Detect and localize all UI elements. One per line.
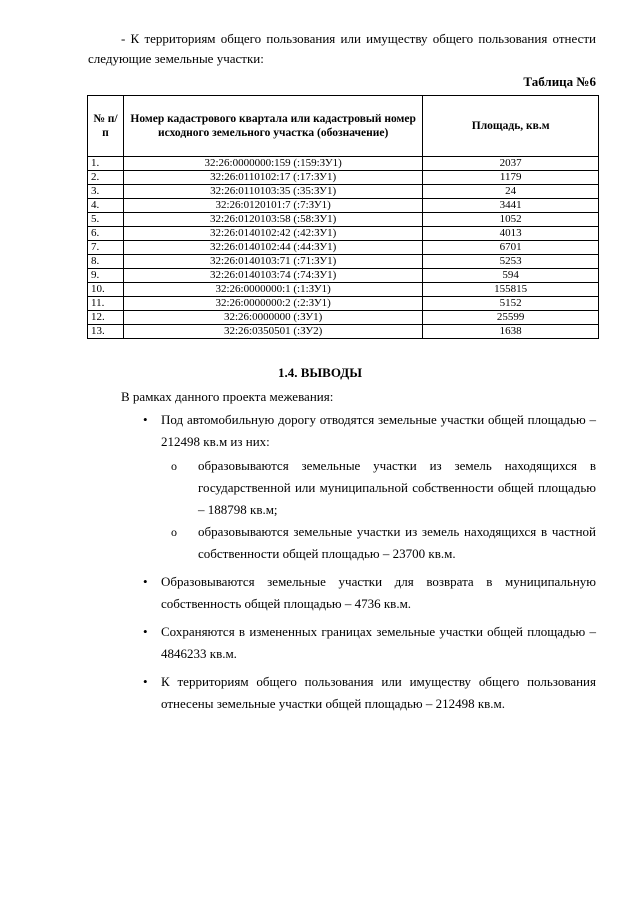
intro-paragraph — [88, 29, 596, 69]
sub-list-item — [171, 521, 596, 565]
area-value: 1052 — [423, 213, 599, 227]
table-row — [88, 269, 599, 283]
circle-bullet-icon: o — [171, 459, 177, 473]
area-value: 594 — [423, 269, 599, 283]
table-caption: Таблица №6 — [523, 74, 596, 89]
area-value: 3441 — [423, 199, 599, 213]
area-value: 155815 — [423, 283, 599, 297]
row-number: 13. — [88, 325, 124, 339]
area-value: 2037 — [423, 157, 599, 171]
row-number: 11. — [88, 297, 124, 311]
area-value: 1179 — [423, 171, 599, 185]
row-number: 9. — [88, 269, 124, 283]
cadastral-number: 32:26:0350501 (:ЗУ2) — [123, 325, 422, 339]
list-item — [143, 671, 596, 715]
sub-1-line-1: образовываются земельные участки из земель находящихся в — [198, 458, 596, 473]
table-row — [88, 185, 599, 199]
header-area: Площадь, кв.м — [423, 96, 599, 157]
area-value: 25599 — [423, 311, 599, 325]
row-number: 12. — [88, 311, 124, 325]
bullet-2-line-1: Образовываются земельные участки для возврата в муниципальную — [161, 574, 596, 589]
bullet-icon: • — [143, 624, 148, 639]
row-number: 8. — [88, 255, 124, 269]
sub-2-line-2: собственности общей площадью – 23700 кв.м. — [198, 546, 456, 561]
cadastral-number: 32:26:0110103:35 (:35:ЗУ1) — [123, 185, 422, 199]
bullet-1-line-2: 212498 кв.м из них: — [161, 434, 270, 449]
bullet-3-line-2: 4846233 кв.м. — [161, 646, 237, 661]
cadastral-number: 32:26:0140103:71 (:71:ЗУ1) — [123, 255, 422, 269]
cadastral-number: 32:26:0140103:74 (:74:ЗУ1) — [123, 269, 422, 283]
sub-list-item — [171, 455, 596, 521]
cadastral-number: 32:26:0000000:1 (:1:ЗУ1) — [123, 283, 422, 297]
table-row — [88, 157, 599, 171]
bullet-4-line-2: отнесены земельные участки общей площадью – 212498 кв.м. — [161, 696, 506, 711]
row-number: 10. — [88, 283, 124, 297]
sub-1-line-3: – 188798 кв.м; — [198, 502, 278, 517]
table-row — [88, 241, 599, 255]
row-number: 2. — [88, 171, 124, 185]
area-value: 6701 — [423, 241, 599, 255]
sub-1-line-2: государственной или муниципальной собственности общей площадью — [198, 480, 596, 495]
table-row — [88, 227, 599, 241]
bullet-1-line-1: Под автомобильную дорогу отводятся земельные участки общей площадью – — [161, 412, 596, 427]
intro-line-1: - К территориям общего пользования или имуществу общего пользования отнести — [121, 31, 596, 46]
cadastral-number: 32:26:0000000:2 (:2:ЗУ1) — [123, 297, 422, 311]
row-number: 7. — [88, 241, 124, 255]
table-row — [88, 283, 599, 297]
section-title: 1.4. ВЫВОДЫ — [277, 365, 363, 380]
list-item — [143, 621, 596, 665]
table-row — [88, 171, 599, 185]
table-row — [88, 297, 599, 311]
table-row — [88, 311, 599, 325]
area-value: 5152 — [423, 297, 599, 311]
cadastral-table — [87, 95, 599, 339]
sub-2-line-1: образовываются земельные участки из земель находящихся в частной — [198, 524, 596, 539]
cadastral-number: 32:26:0140102:44 (:44:ЗУ1) — [123, 241, 422, 255]
header-num: № п/п — [88, 96, 124, 157]
table-row — [88, 325, 599, 339]
list-item — [143, 571, 596, 615]
conclusions-list — [143, 409, 596, 717]
area-value: 4013 — [423, 227, 599, 241]
table-row — [88, 199, 599, 213]
row-number: 3. — [88, 185, 124, 199]
cadastral-number: 32:26:0000000 (:ЗУ1) — [123, 311, 422, 325]
bullet-4-line-1: К территориям общего пользования или имуществу общего пользования — [161, 674, 596, 689]
intro-line-2: следующие земельные участки: — [88, 51, 264, 66]
cadastral-number: 32:26:0120101:7 (:7:ЗУ1) — [123, 199, 422, 213]
area-value: 1638 — [423, 325, 599, 339]
circle-bullet-icon: o — [171, 525, 177, 539]
bullet-icon: • — [143, 674, 148, 689]
row-number: 4. — [88, 199, 124, 213]
bullet-icon: • — [143, 574, 148, 589]
row-number: 6. — [88, 227, 124, 241]
cadastral-number: 32:26:0000000:159 (:159:ЗУ1) — [123, 157, 422, 171]
bullet-2-line-2: собственность общей площадью – 4736 кв.м. — [161, 596, 412, 611]
section-lead: В рамках данного проекта межевания: — [121, 389, 334, 404]
row-number: 5. — [88, 213, 124, 227]
list-item — [143, 409, 596, 453]
cadastral-number: 32:26:0140102:42 (:42:ЗУ1) — [123, 227, 422, 241]
table-row — [88, 255, 599, 269]
cadastral-number: 32:26:0110102:17 (:17:ЗУ1) — [123, 171, 422, 185]
bullet-icon: • — [143, 412, 148, 427]
table-header-row — [88, 96, 599, 157]
row-number: 1. — [88, 157, 124, 171]
area-value: 5253 — [423, 255, 599, 269]
bullet-3-line-1: Сохраняются в измененных границах земельные участки общей площадью – — [161, 624, 596, 639]
table-row — [88, 213, 599, 227]
cadastral-number: 32:26:0120103:58 (:58:ЗУ1) — [123, 213, 422, 227]
area-value: 24 — [423, 185, 599, 199]
header-cadastral: Номер кадастрового квартала или кадастровый номер исходного земельного участка (обозначение) — [123, 96, 422, 157]
